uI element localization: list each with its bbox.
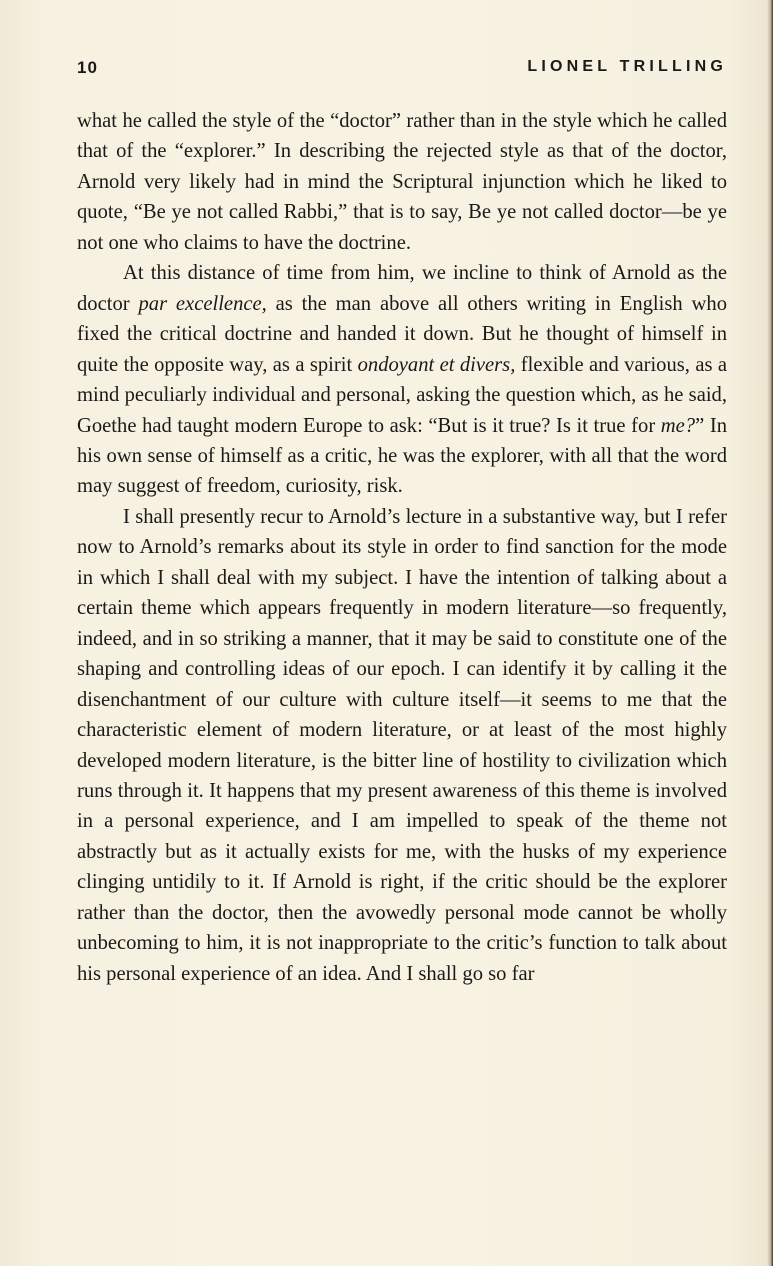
italic-phrase: me? bbox=[660, 414, 696, 437]
page-number: 10 bbox=[77, 58, 98, 77]
text-segment: At this distance of time from him, we incline to think of Arnold as the doctor bbox=[77, 262, 727, 315]
page-header bbox=[77, 58, 727, 84]
paragraph bbox=[77, 502, 727, 989]
paragraph bbox=[77, 258, 727, 502]
text-segment: as the man above all others writing in English who fixed the critical doctrine and handed it down. But he thought of himself in quite the opposite way, as a spirit bbox=[77, 292, 727, 376]
paragraph bbox=[77, 106, 727, 258]
italic-phrase: par excellence, bbox=[138, 292, 267, 315]
running-head: LIONEL TRILLING bbox=[527, 58, 727, 75]
text-segment: what he called the style of the “doctor” rather than in the style which he called that of the “explorer.” In describing the rejected style as that of the doctor, Arnold very likely had in mind the Scriptural injunction which he liked to quote, “Be ye not called Rabbi,” that is to say, Be ye not called doctor—be ye not one who claims to have the doctrine. bbox=[77, 110, 727, 254]
italic-phrase: ondoyant et divers, bbox=[357, 353, 516, 376]
body-text bbox=[77, 106, 727, 989]
text-segment: flexible and various, as a mind peculiarly individual and personal, asking the question which, as he said, Goethe had taught modern Europe to ask: “But is it true? Is it true for bbox=[77, 353, 727, 437]
text-segment: I shall presently recur to Arnold’s lecture in a substantive way, but I refer now to Arnold’s remarks about its style in order to find sanction for the mode in which I shall deal with my subject. I have the intention of talking about a certain theme which appears frequently in modern literature—so frequently, indeed, and in so striking a manner, that it may be said to constitute one of the shaping and controlling ideas of our epoch. I can identify it by calling it the disenchantment of our culture with culture itself—it seems to me that the characteristic element of modern literature, or at least of the most highly developed modern literature, is the bitter line of hostility to civilization which runs through it. It happens that my present awareness of this theme is involved in a personal experience, and I am impelled to speak of the theme not abstractly but as it actually exists for me, with the husks of my experience clinging untidily to it. If Arnold is right, if the critic should be the explorer rather than the doctor, then the avowedly personal mode cannot be wholly unbecoming to him, it is not inappropriate to the critic’s function to talk about his personal experience of an idea. And I shall go so far bbox=[77, 505, 727, 985]
text-segment: ” In his own sense of himself as a critic, he was the explorer, with all that the word may suggest of freedom, curiosity, risk. bbox=[77, 414, 727, 498]
page-edge-shadow bbox=[767, 0, 773, 1266]
